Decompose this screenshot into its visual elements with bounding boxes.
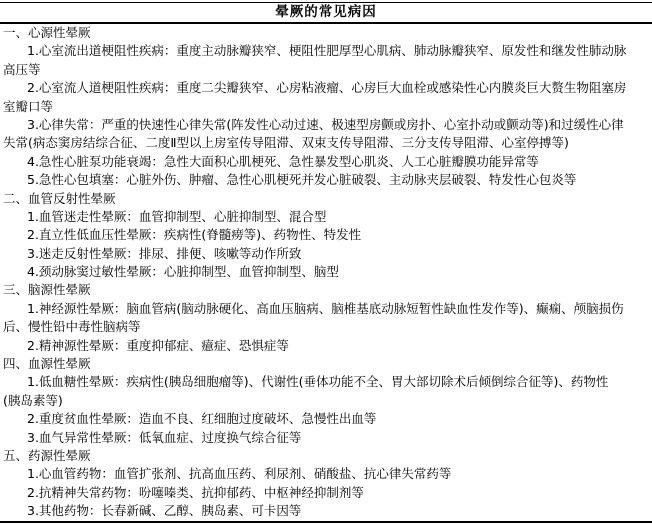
- document-body: [0, 24, 652, 521]
- continuation-line: 后、慢性铅中毒性脑病等: [3, 319, 141, 335]
- list-item-line: 2.精神源性晕厥：重度抑郁症、癔症、恐惧症等: [27, 337, 289, 353]
- continuation-line: 室瓣口等: [3, 98, 54, 114]
- list-item-line: 1.神经源性晕厥：脑血管病(脑动脉硬化、高血压脑病、脑椎基底动脉短暂性缺血性发作等)、癫痫、颅脑损伤: [27, 300, 624, 316]
- section-heading: 三、脑源性晕厥: [3, 282, 91, 298]
- list-item-line: 2.抗精神失常药物：吩噻嗪类、抗抑郁药、中枢神经抑制剂等: [27, 484, 364, 500]
- list-item-line: 2.重度贫血性晕厥：造血不良、红细胞过度破坏、急慢性出血等: [27, 411, 377, 427]
- section-heading: 五、药源性晕厥: [3, 447, 91, 463]
- continuation-line: 失常(病态窦房结综合征、二度Ⅱ型以上房室传导阻滞、双束支传导阻滞、三分支传导阻滞、心室停搏等): [3, 135, 569, 151]
- list-item-line: 4.颈动脉窦过敏性晕厥：心脏抑制型、血管抑制型、脑型: [27, 264, 339, 280]
- list-item-line: 5.急性心包填塞：心脏外伤、肿瘤、急性心肌梗死并发心脏破裂、主动脉夹层破裂、特发性心包炎等: [27, 172, 577, 188]
- list-item-line: 2.直立性低血压性晕厥：疾病性(脊髓痨等)、药物性、特发性: [27, 227, 362, 243]
- list-item-line: 1.低血糖性晕厥：疾病性(胰岛细胞瘤等)、代谢性(垂体功能不全、胃大部切除术后倾倒综合征等)、药物性: [27, 374, 609, 390]
- list-item-line: 3.其他药物：长春新碱、乙醇、胰岛素、可卡因等: [27, 503, 302, 519]
- list-item-line: 1.心血管药物：血管扩张剂、抗高血压药、利尿剂、硝酸盐、抗心律失常药等: [27, 466, 452, 482]
- list-item-line: 3.迷走反射性晕厥：排尿、排便、咳嗽等动作所致: [27, 245, 302, 261]
- list-item-line: 4.急性心脏泵功能衰竭：急性大面积心肌梗死、急性暴发型心肌炎、人工心脏瓣膜功能异常等: [27, 153, 539, 169]
- title-row: [0, 3, 652, 22]
- section-heading: 二、血管反射性晕厥: [3, 190, 116, 206]
- section-heading: 一、心源性晕厥: [3, 25, 91, 40]
- list-item-line: 1.血管迷走性晕厥：血管抑制型、心脏抑制型、混合型: [27, 208, 327, 224]
- continuation-line: 高压等: [3, 61, 41, 77]
- bottom-border-line: [0, 521, 652, 523]
- page-title: 晕厥的常见病因: [275, 4, 377, 20]
- list-item-line: 3.心律失常：严重的快速性心律失常(阵发性心动过速、极速型房颤或房扑、心室扑动或颤动等)和过缓性心律: [27, 116, 624, 132]
- list-item-line: 2.心室流人道梗阻性疾病：重度二尖瓣狭窄、心房粘液瘤、心房巨大血栓或感染性心内膜炎巨大赘生物阻塞房: [27, 80, 627, 96]
- list-item-line: 3.血气异常性晕厥：低氧血症、过度换气综合征等: [27, 429, 302, 445]
- continuation-line: (胰岛素等): [3, 392, 63, 408]
- list-item-line: 1.心室流出道梗阻性疾病：重度主动脉瓣狭窄、梗阻性肥厚型心肌病、肺动脉瓣狭窄、原发性和继发性肺动脉: [27, 43, 627, 59]
- section-heading: 四、血源性晕厥: [3, 356, 91, 372]
